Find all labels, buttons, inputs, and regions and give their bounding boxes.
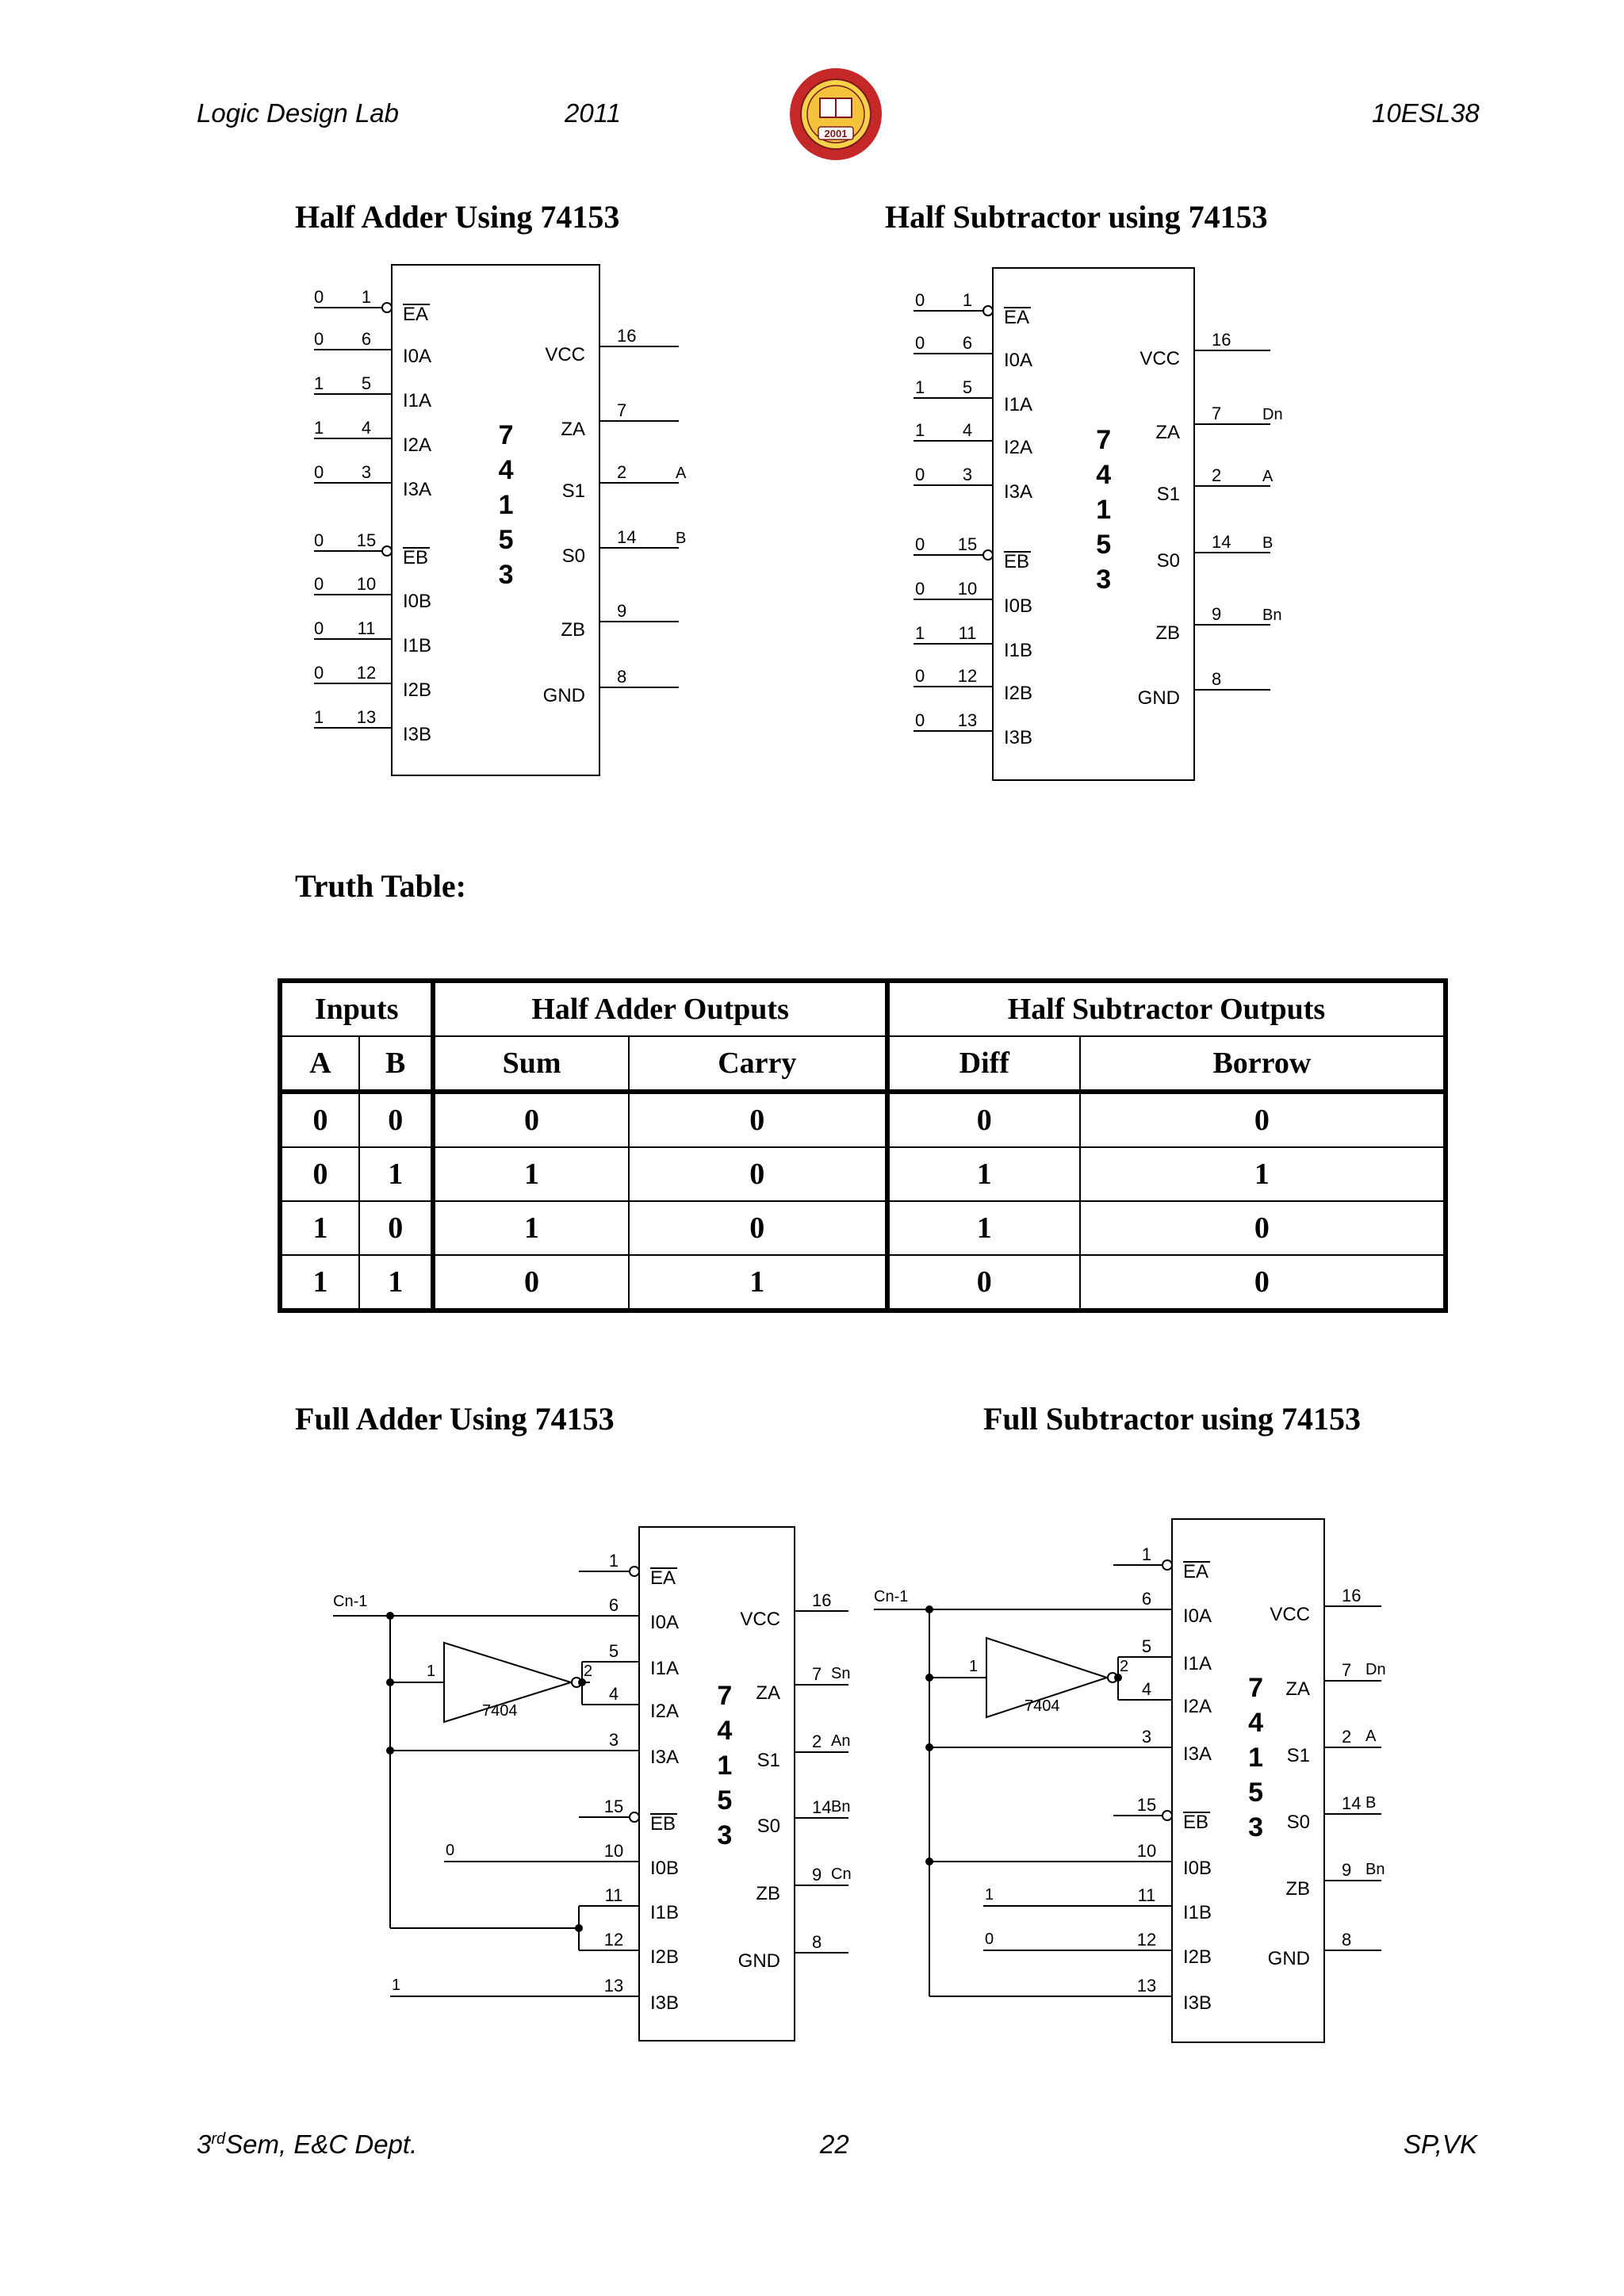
full-subtractor-gate-out-pin: 2 [1120, 1658, 1129, 1675]
truth-table [278, 978, 1448, 1313]
header-year: 2011 [565, 98, 621, 128]
full-adder-pin-name: EA [650, 1567, 676, 1589]
half-subtractor-pin-number: 15 [957, 534, 978, 554]
full-adder-pin-name: ZA [756, 1682, 780, 1704]
col-header: B [359, 1036, 433, 1092]
full-subtractor-part-digit: 1 [1248, 1743, 1264, 1773]
full-subtractor-pin-number: 16 [1342, 1586, 1362, 1605]
table-cell: 1 [629, 1255, 887, 1311]
inversion-bubble [630, 1812, 639, 1822]
full-adder-pin-name: I3B [650, 1992, 680, 2014]
full-adder-pin-name: ZB [756, 1883, 780, 1904]
table-cell: 0 [359, 1092, 433, 1147]
half-adder-part-digit: 7 [498, 420, 514, 450]
inversion-bubble [1162, 1811, 1172, 1820]
half-subtractor-pin-number: 5 [962, 377, 973, 397]
half-adder-pin-number: 6 [361, 329, 372, 349]
half-subtractor-pin-name: ZA [1155, 422, 1180, 443]
table-cell: 0 [1080, 1255, 1446, 1311]
col-header: Sum [433, 1036, 628, 1092]
table-cell: 0 [433, 1255, 628, 1311]
half-adder-pin-number: 11 [357, 618, 376, 638]
half-adder-input-value: 1 [314, 373, 324, 393]
half-adder-part-digit: 1 [498, 490, 514, 520]
header-title: Logic Design Lab [197, 98, 400, 128]
inversion-bubble [382, 303, 392, 312]
table-cell: 0 [629, 1092, 887, 1147]
half-adder-pin-name: ZA [561, 419, 585, 440]
half-adder-pin-name: I2B [403, 679, 432, 701]
full-subtractor-pin-name: GND [1267, 1948, 1310, 1969]
half-subtractor-input-value: 0 [915, 534, 925, 554]
col-header: Carry [629, 1036, 887, 1092]
half-subtractor-pin-name: VCC [1139, 348, 1180, 369]
full-subtractor-pin-name: I2B [1183, 1946, 1212, 1968]
footer-authors: SP,VK [1404, 2130, 1477, 2159]
full-adder-part-digit: 3 [717, 1820, 733, 1850]
half-adder-pin-number: 13 [356, 707, 377, 727]
full-adder-cin-label: Cn-1 [333, 1593, 368, 1610]
half-adder-pin-name: GND [542, 685, 585, 706]
col-header: A [280, 1036, 359, 1092]
half-adder-input-value: 0 [314, 574, 324, 594]
half-adder-pin-name: I2A [403, 434, 432, 456]
full-adder-pin-number: 4 [608, 1684, 619, 1704]
table-cell: 0 [433, 1092, 628, 1147]
table-cell: 0 [1080, 1092, 1446, 1147]
inversion-bubble [630, 1567, 639, 1576]
group-inputs: Inputs [280, 981, 433, 1036]
half-adder-input-value: 0 [314, 287, 324, 307]
full-subtractor-pin-name: ZA [1285, 1678, 1310, 1700]
half-adder-pin-number: 5 [361, 373, 372, 393]
half-adder-pin-number: 8 [617, 667, 627, 687]
half-adder-pin-name: I1B [403, 635, 432, 656]
full-adder-pin-number: 1 [608, 1551, 619, 1571]
full-adder-pin-name: I3A [650, 1747, 680, 1768]
full-subtractor-pin-number: 2 [1342, 1727, 1352, 1747]
half-subtractor-output-label: Bn [1262, 607, 1282, 624]
inversion-bubble [382, 546, 392, 556]
full-adder-output-label: Cn [831, 1866, 852, 1883]
half-adder-pin-name: EB [403, 547, 429, 568]
half-subtractor-pin-name: EB [1004, 551, 1030, 572]
inversion-bubble [983, 306, 993, 316]
full-subtractor-output-label: Bn [1365, 1861, 1385, 1878]
header-course-code: 10ESL38 [1372, 98, 1480, 128]
table-cell: 0 [887, 1092, 1080, 1147]
half-subtractor-pin-name: I3B [1004, 727, 1033, 748]
half-subtractor-pin-number: 3 [962, 465, 973, 484]
full-subtractor-pin-name: I3A [1183, 1743, 1212, 1765]
full-subtractor-gate-label: 7404 [1025, 1697, 1060, 1715]
half-subtractor-pin-number: 4 [962, 420, 973, 440]
half-adder-input-value: 0 [314, 530, 324, 550]
full-adder-pin-name: S1 [756, 1750, 780, 1771]
footer-page-number: 22 [820, 2130, 849, 2159]
half-subtractor-pin-name: I2A [1004, 437, 1033, 458]
half-adder-pin-number: 9 [617, 601, 627, 621]
table-cell: 0 [280, 1147, 359, 1201]
table-cell: 1 [887, 1147, 1080, 1201]
half-subtractor-pin-name: I1A [1004, 394, 1033, 415]
inversion-bubble [983, 550, 993, 560]
half-adder-pin-number: 10 [356, 574, 377, 594]
full-subtractor-output-label: A [1365, 1728, 1377, 1745]
full-subtractor-part-digit: 7 [1248, 1673, 1264, 1703]
full-adder-pin-number: 3 [608, 1730, 619, 1750]
full-adder-output-label: Sn [831, 1665, 851, 1682]
full-subtractor-part-digit: 5 [1248, 1777, 1264, 1808]
half-subtractor-input-value: 0 [915, 666, 925, 686]
full-subtractor-pin-number: 11 [1137, 1885, 1156, 1905]
half-subtractor-pin-number: 1 [962, 290, 973, 310]
full-subtractor-pin-number: 13 [1136, 1976, 1157, 1996]
full-subtractor-part-digit: 3 [1248, 1812, 1264, 1843]
half-subtractor-input-value: 0 [915, 579, 925, 599]
half-adder-input-value: 1 [314, 707, 324, 727]
footer-semester [197, 2130, 417, 2160]
half-subtractor-pin-number: 7 [1212, 404, 1222, 423]
table-cell: 1 [433, 1147, 628, 1201]
full-adder-pin-name: I0A [650, 1612, 680, 1633]
half-adder-input-value: 1 [314, 418, 324, 438]
full-adder-output-label: Bn [831, 1798, 851, 1816]
full-subtractor-pin-number: 4 [1141, 1679, 1152, 1699]
half-adder-pin-number: 7 [617, 400, 627, 420]
full-subtractor-pin-name: EB [1183, 1812, 1209, 1833]
half-subtractor-pin-number: 8 [1212, 669, 1222, 689]
full-subtractor-pin-name: S1 [1286, 1745, 1310, 1766]
half-subtractor-pin-name: I0A [1004, 350, 1033, 371]
full-subtractor-pin-number: 12 [1136, 1930, 1157, 1950]
footer-sem-sup: rd [211, 2130, 226, 2148]
full-adder-pin-number: 15 [603, 1797, 624, 1816]
half-subtractor-pin-name: EA [1004, 307, 1030, 328]
half-subtractor-input-value: 0 [915, 710, 925, 730]
full-adder-pin-number: 6 [608, 1595, 619, 1615]
half-subtractor-pin-name: S1 [1156, 484, 1180, 505]
table-cell: 0 [359, 1201, 433, 1255]
full-adder-pin-number: 11 [604, 1885, 623, 1905]
half-subtractor-pin-name: GND [1137, 687, 1180, 709]
full-adder-pin-number: 13 [603, 1976, 624, 1996]
half-adder-output-label: B [676, 530, 687, 547]
half-adder-pin-name: I0B [403, 591, 432, 612]
table-cell: 0 [629, 1201, 887, 1255]
half-adder-part-digit: 3 [498, 560, 514, 590]
full-adder-pin-number: 7 [812, 1664, 822, 1684]
full-subtractor-pin-number: 8 [1342, 1930, 1352, 1950]
half-subtractor-pin-number: 11 [958, 623, 977, 643]
full-subtractor-pin-name: I1A [1183, 1653, 1212, 1674]
full-subtractor-cin-label: Cn-1 [874, 1588, 909, 1605]
full-subtractor-gate-in-pin: 1 [969, 1658, 979, 1675]
half-adder-input-value: 0 [314, 329, 324, 349]
full-adder-gate-in-pin: 1 [427, 1663, 436, 1680]
table-cell: 1 [280, 1201, 359, 1255]
full-subtractor-pin-number: 7 [1342, 1660, 1352, 1680]
half-adder-input-value: 0 [314, 618, 324, 638]
full-adder-pin-name: GND [737, 1950, 780, 1972]
half-subtractor-input-value: 0 [915, 465, 925, 484]
half-adder-pin-name: EA [403, 304, 429, 325]
full-subtractor-pin-name: EA [1183, 1561, 1209, 1582]
full-subtractor-pin-number: 3 [1141, 1727, 1152, 1747]
half-adder-title: Half Adder Using 74153 [295, 199, 620, 235]
half-subtractor-pin-name: S0 [1156, 550, 1180, 572]
half-subtractor-pin-name: I3A [1004, 481, 1033, 503]
full-adder-title: Full Adder Using 74153 [295, 1401, 615, 1437]
half-subtractor-input-value: 0 [915, 333, 925, 353]
full-subtractor-output-label: Dn [1365, 1661, 1386, 1678]
half-adder-pin-number: 1 [361, 287, 372, 307]
full-adder-pin-number: 16 [812, 1590, 832, 1610]
truth-table-group-row [280, 981, 1446, 1036]
half-adder-pin-number: 16 [617, 326, 637, 346]
full-subtractor-pin-number: 9 [1342, 1860, 1352, 1880]
half-adder-part-digit: 5 [498, 525, 514, 555]
full-adder-part-digit: 4 [717, 1716, 733, 1746]
table-cell: 0 [1080, 1201, 1446, 1255]
half-subtractor-pin-name: I0B [1004, 595, 1033, 617]
full-adder-pin-name: VCC [740, 1609, 780, 1630]
full-subtractor-pin-number: 1 [1141, 1544, 1152, 1564]
half-subtractor-pin-name: ZB [1155, 622, 1180, 644]
full-adder-part-digit: 1 [717, 1751, 733, 1781]
full-adder-pin-number: 5 [608, 1641, 619, 1661]
table-row [280, 1092, 1446, 1147]
table-cell: 1 [359, 1255, 433, 1311]
half-subtractor-title: Half Subtractor using 74153 [885, 199, 1268, 235]
half-subtractor-input-value: 1 [915, 420, 925, 440]
half-subtractor-part-digit: 4 [1096, 460, 1112, 490]
full-subtractor-pin-name: ZB [1285, 1878, 1310, 1900]
half-subtractor-pin-number: 2 [1212, 465, 1222, 485]
full-adder-part-digit: 7 [717, 1681, 733, 1711]
half-subtractor-pin-number: 12 [957, 666, 978, 686]
table-row [280, 1255, 1446, 1311]
half-subtractor-pin-number: 10 [957, 579, 978, 599]
truth-table-title: Truth Table: [295, 868, 466, 904]
group-half-adder: Half Adder Outputs [433, 981, 887, 1036]
inversion-bubble [1162, 1560, 1172, 1570]
col-header: Borrow [1080, 1036, 1446, 1092]
full-adder-pin-name: I2A [650, 1701, 680, 1722]
half-subtractor-pin-name: I2B [1004, 683, 1033, 704]
half-subtractor-pin-number: 14 [1212, 532, 1231, 552]
half-adder-pin-name: VCC [545, 344, 585, 365]
half-adder-part-digit: 4 [498, 455, 514, 485]
full-subtractor-title: Full Subtractor using 74153 [983, 1401, 1361, 1437]
full-subtractor-i1b-value: 1 [985, 1886, 994, 1904]
half-subtractor-output-label: B [1262, 534, 1274, 552]
table-row [280, 1147, 1446, 1201]
full-adder-gate-label: 7404 [482, 1702, 518, 1720]
half-subtractor-pin-number: 16 [1212, 330, 1231, 350]
half-subtractor-input-value: 0 [915, 290, 925, 310]
full-subtractor-pin-number: 6 [1141, 1589, 1152, 1609]
half-adder-pin-number: 4 [361, 418, 372, 438]
half-subtractor-part-digit: 7 [1096, 425, 1112, 455]
full-subtractor-pin-number: 10 [1136, 1841, 1157, 1861]
half-adder-pin-name: I0A [403, 346, 432, 367]
full-subtractor-pin-number: 5 [1141, 1636, 1152, 1656]
junction-dot [1114, 1674, 1122, 1682]
full-subtractor-pin-name: I1B [1183, 1902, 1212, 1923]
full-adder-pin-number: 14 [812, 1797, 832, 1817]
table-cell: 1 [433, 1201, 628, 1255]
full-adder-pin-number: 12 [603, 1930, 624, 1950]
half-adder-pin-name: S1 [561, 480, 585, 502]
half-subtractor-pin-number: 9 [1212, 604, 1222, 624]
half-adder-pin-name: I1A [403, 390, 432, 411]
full-adder-pin-name: I2B [650, 1946, 680, 1968]
full-adder-pin-name: S0 [756, 1816, 780, 1837]
full-subtractor-pin-number: 14 [1342, 1793, 1362, 1813]
half-adder-output-label: A [676, 465, 687, 482]
full-subtractor-pin-name: I0A [1183, 1605, 1212, 1627]
group-half-subtractor: Half Subtractor Outputs [887, 981, 1446, 1036]
full-adder-pin-number: 8 [812, 1932, 822, 1952]
half-subtractor-part-digit: 5 [1096, 530, 1112, 560]
half-subtractor-pin-number: 13 [957, 710, 978, 730]
table-cell: 0 [280, 1092, 359, 1147]
footer-dept: Sem, E&C Dept. [225, 2130, 418, 2159]
full-subtractor-part-digit: 4 [1248, 1708, 1264, 1738]
full-adder-pin-number: 10 [603, 1841, 624, 1861]
full-adder-i0b-value: 0 [446, 1842, 455, 1859]
full-adder-pin-name: I0B [650, 1858, 680, 1879]
full-adder-gate-out-pin: 2 [584, 1663, 593, 1680]
full-subtractor-pin-name: I3B [1183, 1992, 1212, 2014]
half-subtractor-output-label: Dn [1262, 406, 1283, 423]
full-adder-pin-name: I1B [650, 1902, 680, 1923]
half-adder-pin-name: I3B [403, 724, 432, 745]
full-adder-pin-name: I1A [650, 1658, 680, 1679]
full-adder-part-digit: 5 [717, 1785, 733, 1816]
half-subtractor-pin-number: 6 [962, 333, 973, 353]
half-adder-pin-number: 3 [361, 462, 372, 482]
full-adder-pin-name: EB [650, 1813, 676, 1835]
table-row [280, 1201, 1446, 1255]
half-subtractor-part-digit: 1 [1096, 495, 1112, 525]
full-subtractor-pin-name: I2A [1183, 1696, 1212, 1717]
full-adder-output-label: An [831, 1732, 851, 1750]
half-subtractor-input-value: 1 [915, 377, 925, 397]
half-subtractor-part-digit: 3 [1096, 564, 1112, 595]
full-adder-pin-number: 2 [812, 1732, 822, 1751]
table-cell: 1 [1080, 1147, 1446, 1201]
half-adder-pin-number: 15 [356, 530, 377, 550]
half-adder-input-value: 0 [314, 462, 324, 482]
full-subtractor-i2b-value: 0 [985, 1931, 994, 1948]
half-adder-pin-name: ZB [561, 619, 585, 641]
footer-sem-number: 3 [197, 2130, 212, 2159]
table-cell: 0 [629, 1147, 887, 1201]
col-header: Diff [887, 1036, 1080, 1092]
full-subtractor-pin-name: VCC [1270, 1604, 1310, 1625]
half-adder-pin-number: 14 [617, 527, 637, 547]
half-subtractor-input-value: 1 [915, 623, 925, 643]
truth-table-header-row [280, 1036, 1446, 1092]
full-subtractor-output-label: B [1365, 1794, 1377, 1812]
table-cell: 1 [359, 1147, 433, 1201]
half-adder-pin-number: 2 [617, 462, 627, 482]
half-adder-input-value: 0 [314, 663, 324, 683]
half-adder-pin-number: 12 [356, 663, 377, 683]
half-adder-pin-name: I3A [403, 479, 432, 500]
table-cell: 1 [887, 1201, 1080, 1255]
half-adder-pin-name: S0 [561, 545, 585, 567]
svg-text:2001: 2001 [824, 128, 848, 140]
full-subtractor-pin-name: I0B [1183, 1858, 1212, 1879]
full-adder-i3b-value: 1 [392, 1976, 401, 1994]
full-subtractor-pin-name: S0 [1286, 1812, 1310, 1833]
table-cell: 1 [280, 1255, 359, 1311]
full-subtractor-pin-number: 15 [1136, 1795, 1157, 1815]
table-cell: 0 [887, 1255, 1080, 1311]
half-subtractor-pin-name: I1B [1004, 640, 1033, 661]
full-adder-pin-number: 9 [812, 1865, 822, 1885]
half-subtractor-output-label: A [1262, 468, 1274, 485]
